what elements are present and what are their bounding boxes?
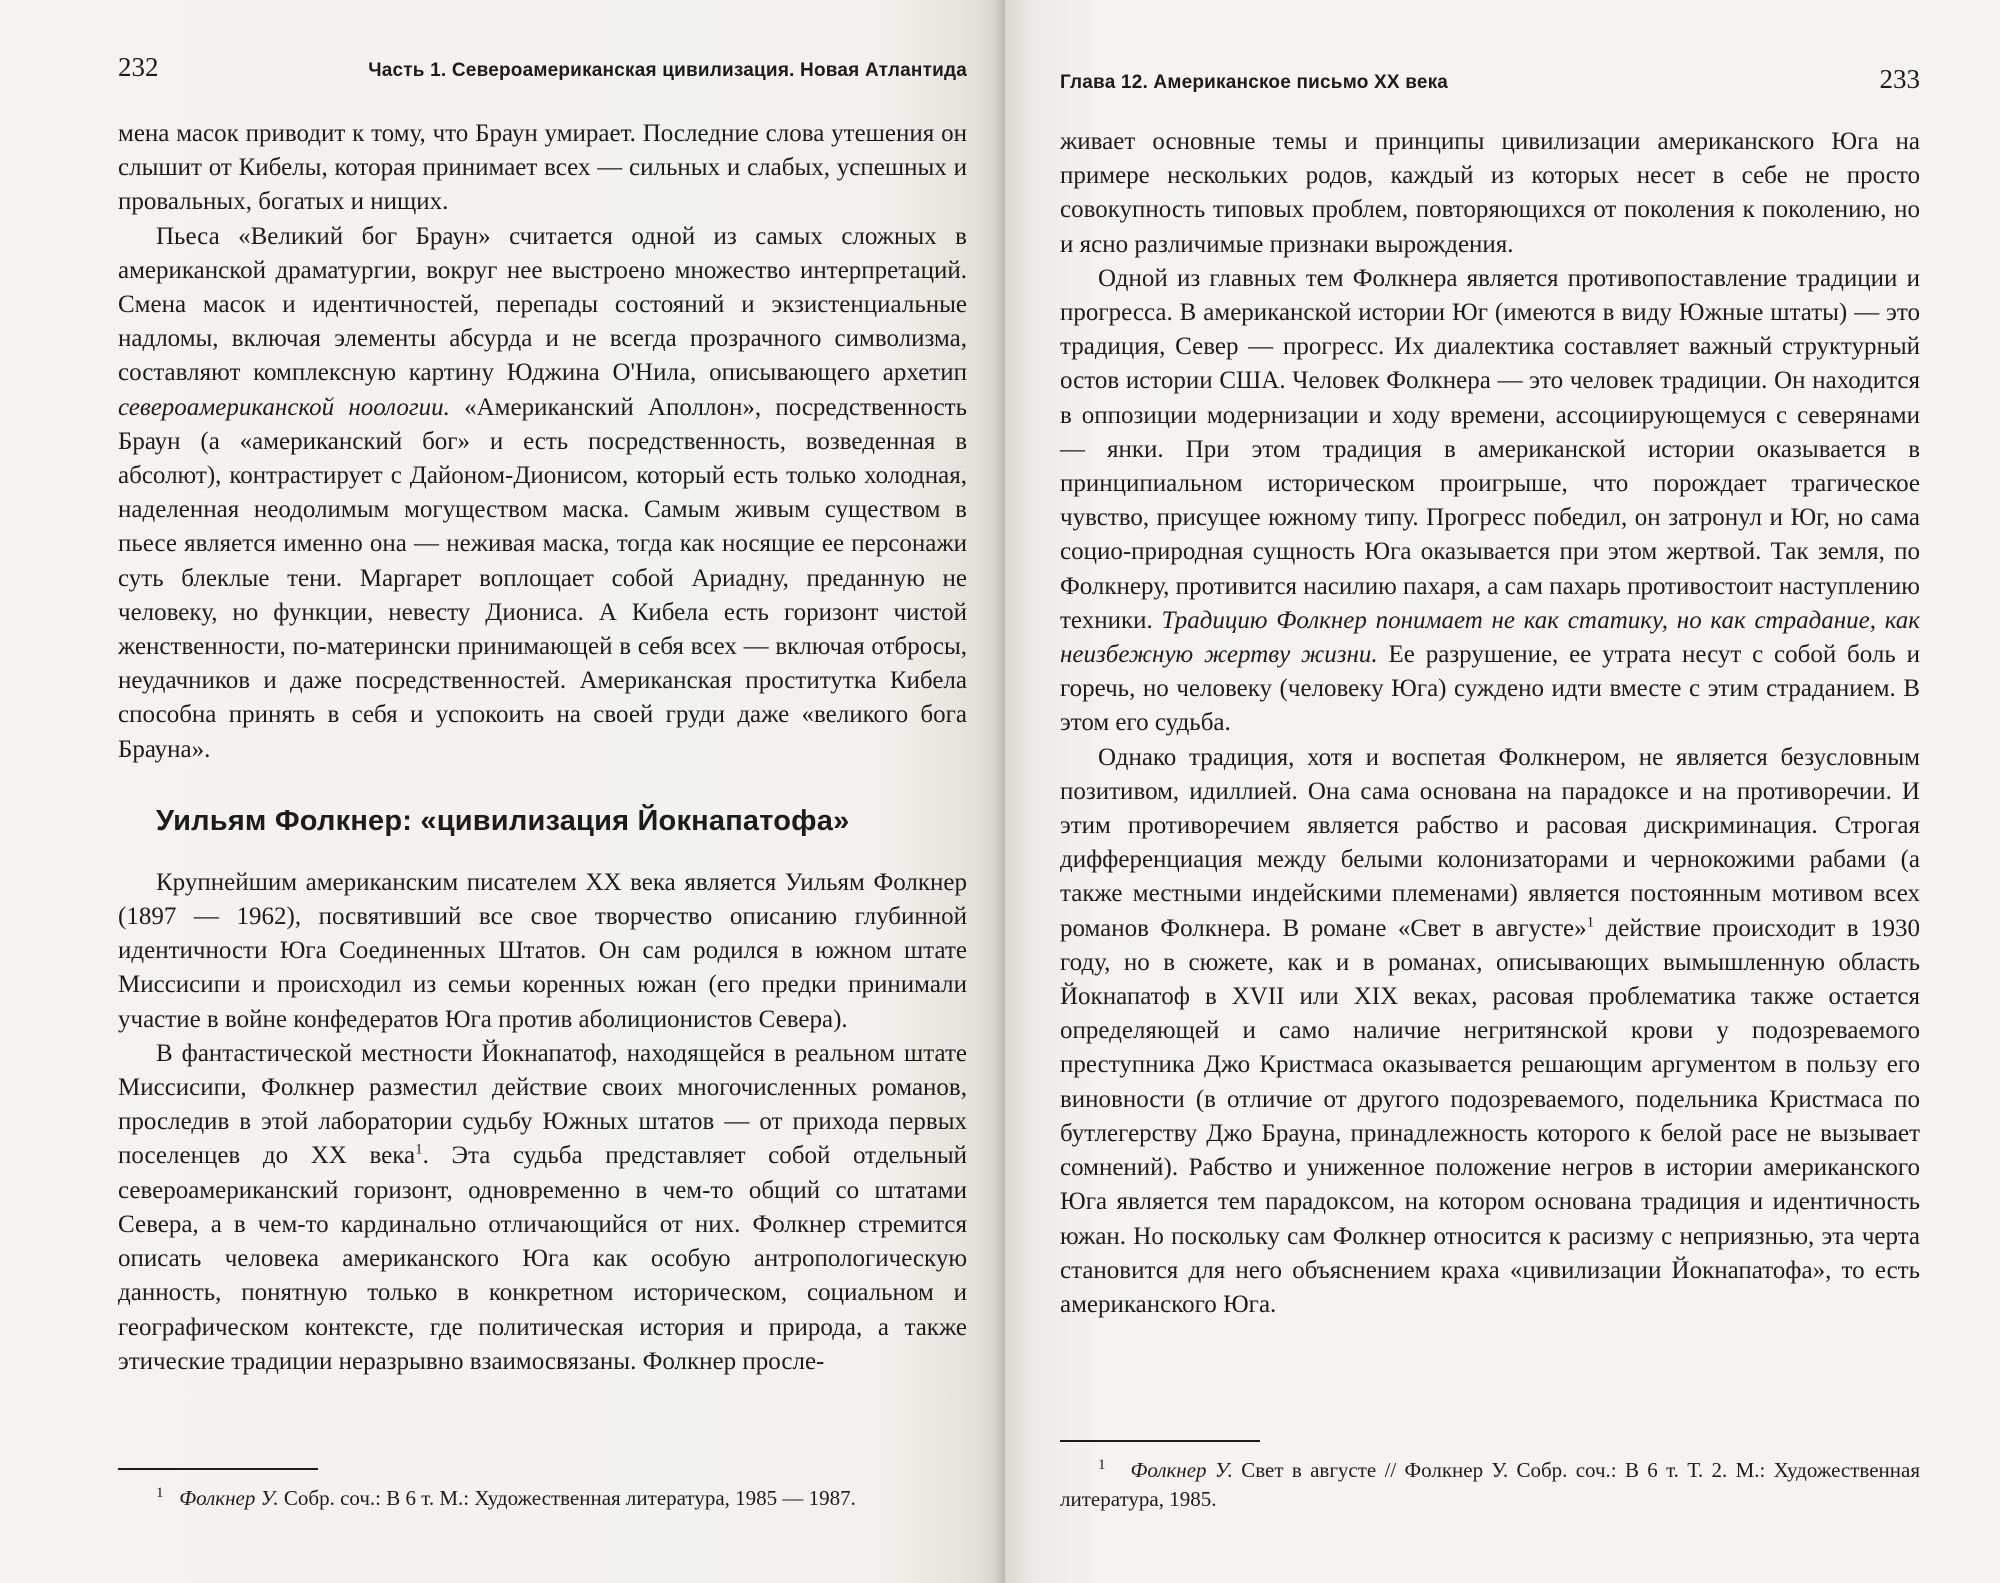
page-number: 233	[1879, 64, 1920, 94]
paragraph-text: . Эта судьба представляет собой отдельный североамериканский горизонт, одновременно в чем-то общий со штатами Севера, а в чем-то кардинально отличающийся от них. Фолкнер стремится описать человека американского Юга как особую антропологическую данность, понятную только в конкретном историческом, социальном и географическом контексте, где политическая история и природа, а также этические традиции неразрывно взаимосвязаны. Фолкнер просле-	[118, 1142, 967, 1375]
running-head: Часть 1. Североамериканская цивилизация. Новая Атлантида	[368, 60, 967, 81]
paragraph-text: Одной из главных тем Фолкнера является противопоставление традиции и прогресса. В американской истории Юг (имеются в виду Южные штаты) — это традиция, Север — прогресс. Их диалектика составляет важный структурный остов истории США. Человек Фолкнера — это человек традиции. Он находится в оппозиции модернизации и ходу времени, ассоциирующемуся с северянами — янки. При этом традиция в американской истории оказывается в принципиальном историческом проигрыше, что порождает трагическое чувство, присущее южному типу. Прогресс победил, он затронул и Юг, но сама социо-природная сущность Юга оказывается при этом жертвой. Так земля, по Фолкнеру, противится насилию пахаря, а сам пахарь противостоит наступлению техники.	[1060, 264, 1920, 634]
emphasis-text: североамериканской ноологии.	[118, 393, 450, 421]
footnote-rule	[1060, 1440, 1260, 1442]
footnote-rule	[118, 1468, 318, 1470]
footnote-number: 1	[1098, 1457, 1106, 1473]
footnote-text: Собр. соч.: В 6 т. М.: Художественная литература, 1985 — 1987.	[278, 1486, 856, 1510]
paragraph	[118, 220, 967, 767]
paragraph	[1060, 741, 1920, 1322]
page-number: 232	[118, 52, 159, 82]
footnote	[118, 1484, 967, 1513]
section-body	[118, 866, 967, 1379]
footnote-marker[interactable]: 1	[1586, 914, 1595, 931]
running-head: Глава 12. Американское письмо XX века	[1060, 72, 1449, 93]
paragraph-text: Однако традиция, хотя и воспетая Фолкнером, не является безусловным позитивом, идиллией. Она сама основана на парадоксе и на противоречии. И этим противоречием является рабство и расовая дискриминация. Строгая дифференциация между белыми колонизаторами и чернокожими рабами (а также местными индейскими племенами) является постоянным мотивом всех романов Фолкнера. В романе «Свет в августе»	[1060, 743, 1920, 942]
footnote	[1060, 1456, 1920, 1514]
left-page-header	[118, 52, 967, 83]
paragraph-text: Ее разрушение, ее утрата несут с собой боль и горечь, но человеку (человеку Юга) суждено идти вместе с этим страданием. В этом его судьба.	[1060, 641, 1920, 737]
paragraph	[118, 117, 967, 220]
paragraph-text: «Американский Аполлон», посредственность Браун (а «американский бог» и есть посредственность, возведенная в абсолют), контрастирует с Дайоном-Дионисом, который есть только холодная, наделенная неодолимым могуществом маска. Самым живым существом в пьесе является именно она — неживая маска, тогда как носящие ее персонажи суть блеклые тени. Маргарет воплощает собой Ариадну, преданную не человеку, но функции, невесту Диониса. А Кибела есть горизонт чистой женственности, по-матерински принимающей в себя всех — включая отбросы, неудачников и даже посредственностей. Американская проститутка Кибела способна принять в себя и успокоить на своей груди даже «великого бога Брауна».	[118, 393, 967, 763]
section-heading: Уильям Фолкнер: «цивилизация Йокнапатофа»	[156, 804, 850, 837]
footnote-author: Фолкнер У.	[179, 1486, 279, 1510]
emphasis-text: Традицию Фолкнер понимает не как статику, но как страдание, как неизбежную жертву жизни.	[1060, 606, 1920, 669]
footnote-author: Фолкнер У.	[1130, 1458, 1233, 1482]
paragraph	[1060, 262, 1920, 741]
footnotes	[1060, 1440, 1920, 1514]
paragraph-text: действие происходит в 1930 году, но в сюжете, как и в романах, описывающих вымышленную область Йокнапатоф в XVII или XIX веках, расовая проблематика также остается определяющей и само наличие негритянской крови у подозреваемого преступника Джо Кристмаса оказывается решающим аргументом в пользу его виновности (в отличие от другого подозреваемого, подельника Кристмаса по бутлегерству Джо Брауна, принадлежность которого к белой расе не вызывает сомнений). Рабство и униженное положение негров в истории американского Юга является тем парадоксом, на котором основана традиция и идентичность южан. Но поскольку сам Фолкнер относится к расизму с неприязнью, эта черта становится для него объяснением краха «цивилизации Йокнапатофа», то есть американского Юга.	[1060, 914, 1920, 1318]
paragraph-text: Крупнейшим американским писателем XX века является Уильям Фолкнер (1897 — 1962), посвятивший все свое творчество описанию глубинной идентичности Юга Соединенных Штатов. Он сам родился в южном штате Миссисипи и происходил из семьи коренных южан (его предки принимали участие в войне конфедератов Юга против аболиционистов Севера).	[118, 868, 967, 1033]
paragraph	[118, 1037, 967, 1379]
paragraph-text: Пьеса «Великий бог Браун» считается одной из самых сложных в американской драматургии, вокруг нее выстроено множество интерпретаций. Смена масок и идентичностей, перепады состояний и экзистенциальные надломы, включая элементы абсурда и не всегда прозрачного символизма, составляют комплексную картину Юджина О'Нила, описывающего архетип	[118, 222, 967, 387]
footnotes	[118, 1468, 967, 1513]
right-page	[1005, 0, 2000, 1583]
right-page-body	[1060, 125, 1920, 1322]
right-page-header	[1060, 64, 1920, 95]
paragraph-text: мена масок приводит к тому, что Браун умирает. Последние слова утешения он слышит от Кибелы, которая принимает всех — сильных и слабых, успешных и провальных, богатых и нищих.	[118, 120, 967, 216]
paragraph-text: В фантастической местности Йокнапатоф, находящейся в реальном штате Миссисипи, Фолкнер разместил действие своих многочисленных романов, проследив в этой лаборатории судьбу Южных штатов — от прихода первых поселенцев до XX века	[118, 1039, 967, 1170]
footnote-number: 1	[156, 1485, 164, 1501]
footnote-text: Свет в августе // Фолкнер У. Собр. соч.: В 6 т. Т. 2. М.: Художественная литература, 1985.	[1060, 1458, 1920, 1511]
paragraph: живает основные темы и принципы цивилизации американского Юга на примере нескольких родов, каждый из которых несет в себе не просто совокупность типовых проблем, повторяющихся от поколения к поколению, но и ясно различимые признаки вырождения.	[1060, 128, 1920, 258]
left-page-body	[118, 117, 967, 767]
paragraph	[118, 866, 967, 1037]
footnote-marker[interactable]: 1	[415, 1142, 423, 1159]
